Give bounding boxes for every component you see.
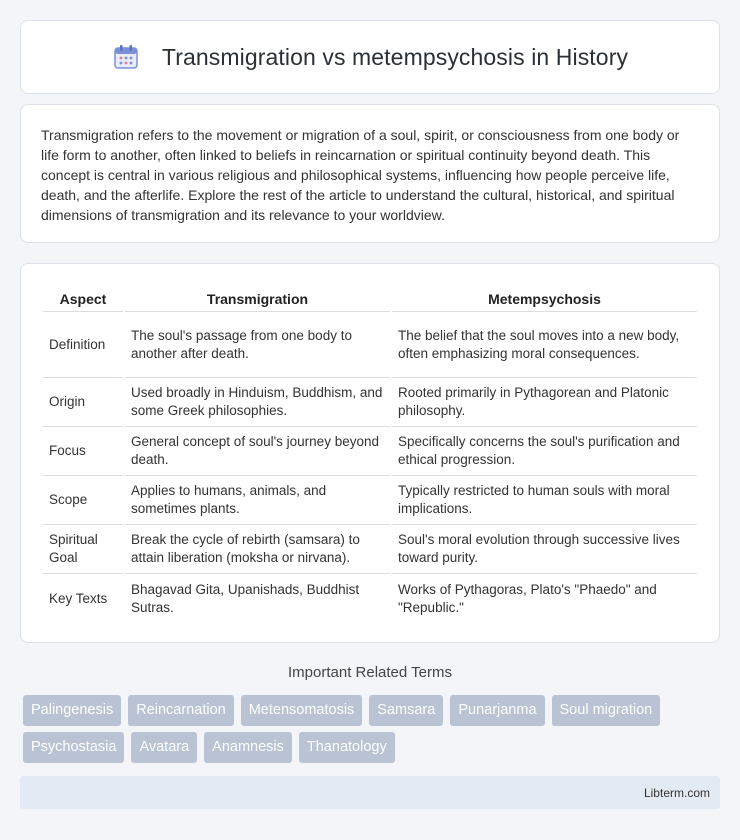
aspect-cell: Definition [43, 312, 123, 378]
aspect-cell: Scope [43, 476, 123, 525]
metempsychosis-cell: Soul's moral evolution through successive lives toward purity. [392, 525, 697, 574]
footer-site-link[interactable]: Libterm.com [643, 785, 710, 800]
aspect-cell: Origin [43, 378, 123, 427]
comparison-table [41, 286, 699, 623]
related-terms-tags [23, 695, 723, 769]
tag-palingenesis[interactable]: Palingenesis [23, 695, 121, 726]
metempsychosis-cell: Works of Pythagoras, Plato's "Phaedo" and "Republic." [398, 581, 657, 615]
table-row [43, 574, 697, 623]
tag-reincarnation[interactable]: Reincarnation [128, 695, 233, 726]
tag-psychostasia[interactable]: Psychostasia [23, 732, 124, 763]
header-card [20, 20, 720, 94]
transmigration-cell: Break the cycle of rebirth (samsara) to attain liberation (moksha or nirvana). [125, 525, 390, 574]
header-aspect: Aspect [43, 286, 123, 312]
intro-text: Transmigration refers to the movement or migration of a soul, spirit, or consciousness from one body or life form to another, often linked to beliefs in reincarnation or spiritual continuity beyond death. This concept is central in various religious and philosophical systems, influencing how people perceive life, death, and the afterlife. Explore the rest of the article to understand the cultural, historical, and spiritual dimensions of transmigration and its relevance to your worldview. [41, 127, 680, 223]
transmigration-cell: Applies to humans, animals, and sometimes plants. [125, 476, 390, 525]
tag-metensomatosis[interactable]: Metensomatosis [241, 695, 363, 726]
metempsychosis-cell: Rooted primarily in Pythagorean and Platonic philosophy. [392, 378, 697, 427]
tag-row-2 [23, 732, 723, 763]
tag-samsara[interactable]: Samsara [369, 695, 443, 726]
table-row [43, 525, 697, 574]
comparison-table-card [20, 263, 720, 643]
page-title: Transmigration vs metempsychosis in History [161, 43, 629, 70]
table-row [43, 378, 697, 427]
table-row [43, 427, 697, 476]
transmigration-cell: The soul's passage from one body to another after death. [125, 312, 390, 378]
transmigration-cell: Used broadly in Hinduism, Buddhism, and some Greek philosophies. [125, 378, 390, 427]
footer [20, 776, 720, 809]
metempsychosis-cell: The belief that the soul moves into a new body, often emphasizing moral consequences. [392, 312, 697, 378]
tag-anamnesis[interactable]: Anamnesis [204, 732, 292, 763]
intro-card [20, 104, 720, 243]
table-row [43, 312, 697, 378]
metempsychosis-cell: Specifically concerns the soul's purification and ethical progression. [392, 427, 697, 476]
calendar-icon [112, 43, 140, 71]
related-terms-title: Important Related Terms [288, 664, 452, 681]
header-transmigration: Transmigration [125, 286, 390, 312]
tag-row-1 [23, 695, 723, 726]
metempsychosis-cell: Typically restricted to human souls with moral implications. [392, 476, 697, 525]
tag-punarjanma[interactable]: Punarjanma [450, 695, 544, 726]
aspect-cell: Focus [43, 427, 123, 476]
tag-soul-migration[interactable]: Soul migration [552, 695, 661, 726]
aspect-cell: Spiritual Goal [43, 525, 123, 574]
header-metempsychosis: Metempsychosis [392, 286, 697, 312]
transmigration-cell: General concept of soul's journey beyond death. [125, 427, 390, 476]
tag-thanatology[interactable]: Thanatology [299, 732, 395, 763]
table-row [43, 476, 697, 525]
transmigration-cell: Bhagavad Gita, Upanishads, Buddhist Sutras. [131, 581, 360, 615]
table-header-row [43, 286, 697, 312]
aspect-cell: Key Texts [49, 590, 108, 606]
tag-avatara[interactable]: Avatara [131, 732, 197, 763]
